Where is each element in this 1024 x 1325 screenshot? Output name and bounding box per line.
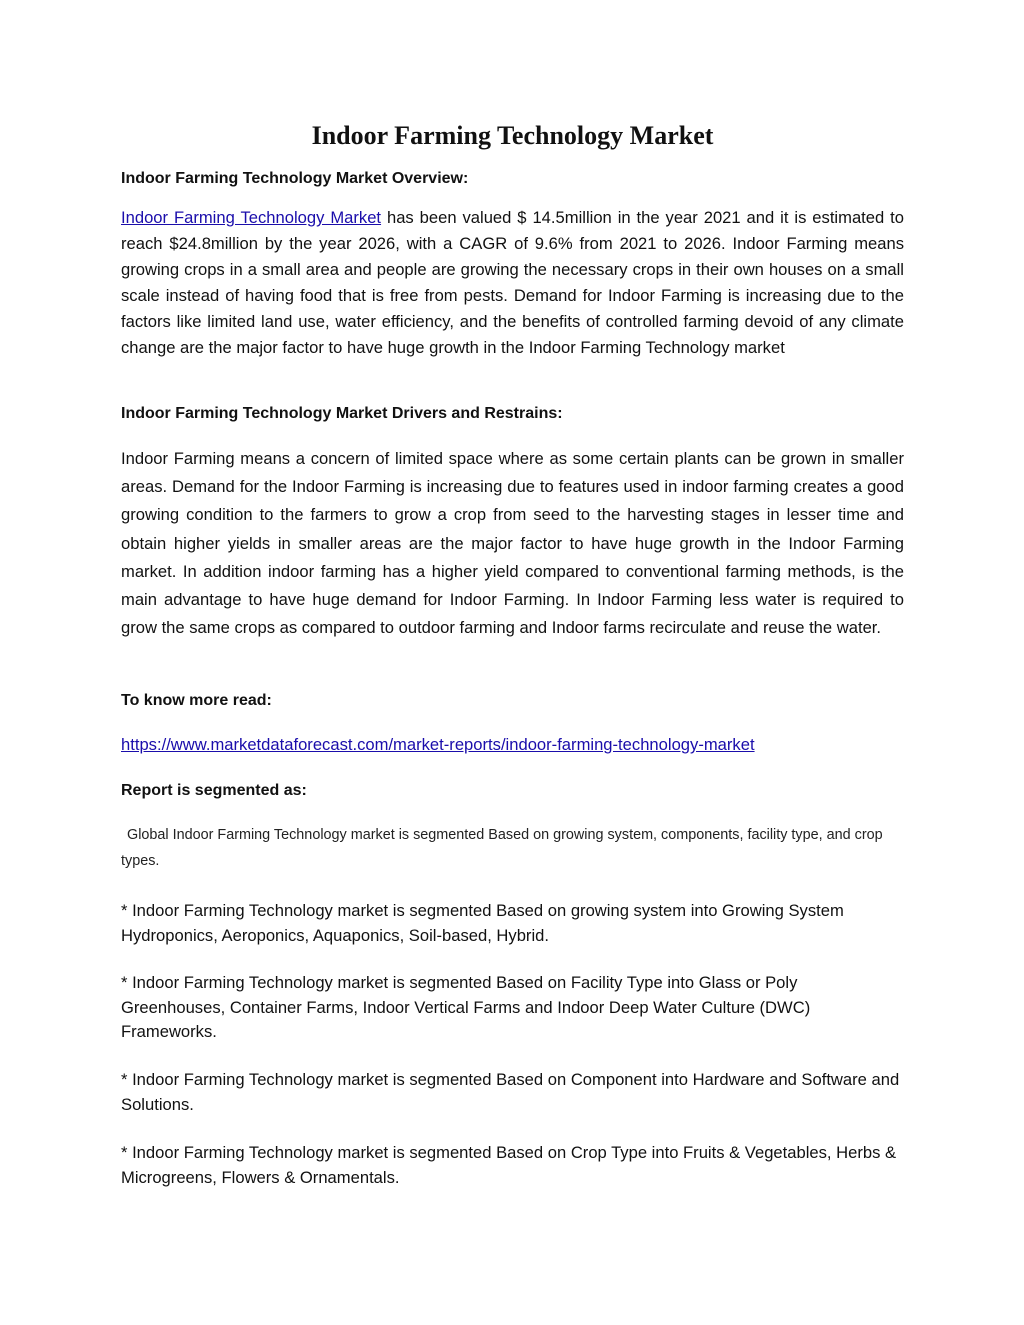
segment-bullet-facility-type: * Indoor Farming Technology market is segmented Based on Facility Type into Glass or Poly Greenhouses, Container Farms, Indoor Vertical Farms and Indoor Deep Water Culture (DWC) Frameworks. — [121, 973, 811, 1041]
segment-bullet-growing-system: * Indoor Farming Technology market is segmented Based on growing system into Growing System Hydroponics, Aeroponics, Aquaponics, Soil-based, Hybrid. — [121, 901, 844, 945]
segment-bullet-crop-type: * Indoor Farming Technology market is segmented Based on Crop Type into Fruits & Vegetables, Herbs & Microgreens, Flowers & Ornamentals. — [121, 1143, 897, 1187]
read-more-url-line — [121, 733, 755, 757]
overview-heading: Indoor Farming Technology Market Overview: — [121, 170, 469, 187]
document-title: Indoor Farming Technology Market — [311, 121, 714, 150]
segmentation-heading: Report is segmented as: — [121, 782, 307, 799]
read-more-heading: To know more read: — [121, 692, 272, 709]
segmentation-intro-text: Global Indoor Farming Technology market is segmented Based on growing system, components, facility type, and crop types. — [121, 827, 883, 869]
segment-bullet-component: * Indoor Farming Technology market is segmented Based on Component into Hardware and Software and Solutions. — [121, 1070, 900, 1114]
read-more-url[interactable]: https://www.marketdataforecast.com/market-reports/indoor-farming-technology-market — [121, 735, 755, 754]
overview-paragraph — [121, 205, 904, 361]
market-report-link[interactable]: Indoor Farming Technology Market — [121, 208, 382, 227]
drivers-heading: Indoor Farming Technology Market Drivers and Restrains: — [121, 405, 563, 422]
drivers-paragraph: Indoor Farming means a concern of limited space where as some certain plants can be grown in smaller areas. Demand for the Indoor Farming is increasing due to features used in indoor farming creates a good growing condition to the farmers to grow a crop from seed to the harvesting stages in lesser time and obtain higher yields in smaller areas are the major factor to have huge growth in the Indoor Farming market. In addition indoor farming has a higher yield compared to conventional farming methods, is the main advantage to have huge demand for Indoor Farming. In Indoor Farming less water is required to grow the same crops as compared to outdoor farming and Indoor farms recirculate and reuse the water. — [121, 449, 904, 638]
segmentation-intro — [121, 822, 904, 874]
overview-body: has been valued $ 14.5million in the year 2021 and it is estimated to reach $24.8million by the year 2026, with a CAGR of 9.6% from 2021 to 2026. Indoor Farming means growing crops in a small area and people are growing the necessary crops in their own houses on a small scale instead of having food that is free from pests. Demand for Indoor Farming is increasing due to the factors like limited land use, water efficiency, and the benefits of controlled farming devoid of any climate change are the major factor to have huge growth in the Indoor Farming Technology market — [121, 208, 904, 357]
